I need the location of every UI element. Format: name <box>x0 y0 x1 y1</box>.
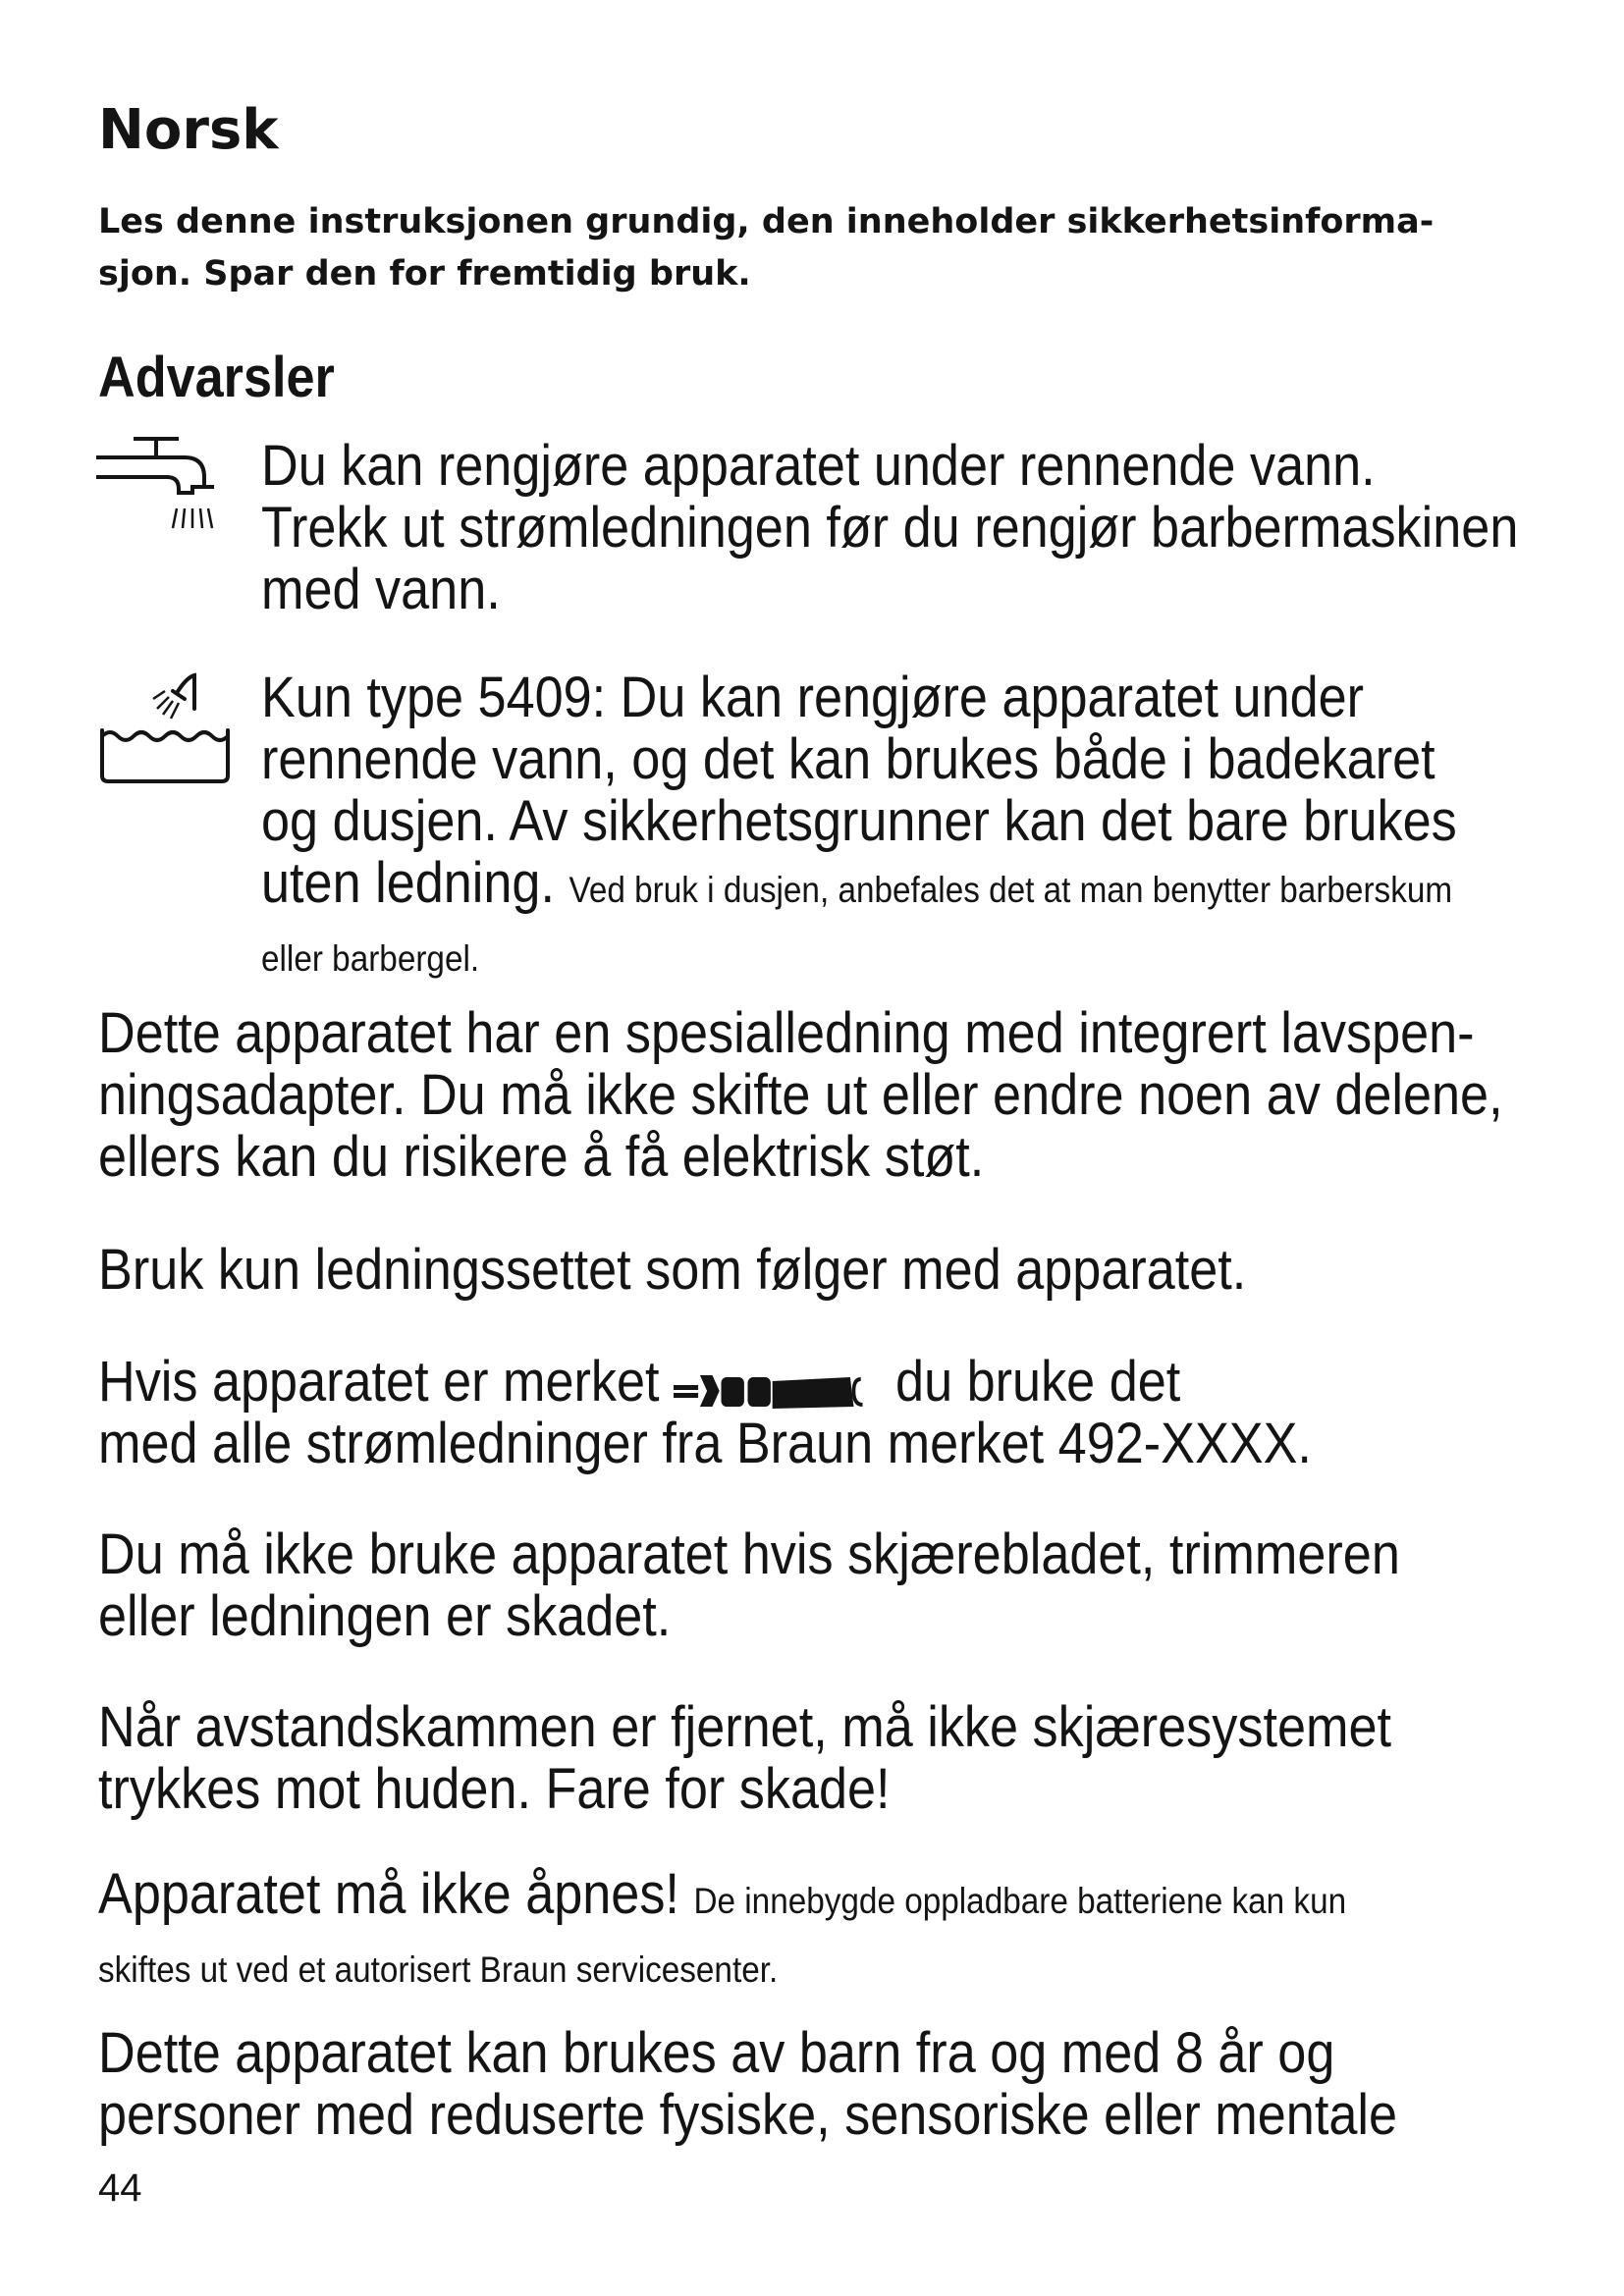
manual-page <box>98 0 1551 2296</box>
damage-paragraph <box>98 1523 1556 1647</box>
text-line: rennende vann, og det kan brukes både i badekaret <box>261 727 1435 791</box>
text-line: Kun type 5409: Du kan rengjøre apparatet under <box>261 666 1365 729</box>
text-line: og dusjen. Av sikkerhetsgrunner kan det bare brukes <box>261 789 1457 853</box>
children-paragraph <box>98 2022 1556 2146</box>
text-line: trykkes mot huden. Fare for skade! <box>98 1757 891 1821</box>
small-text: skiftes ut ved et autorisert Braun servicesenter. <box>98 1949 779 1990</box>
text-line: ellers kan du risikere å få elektrisk støt. <box>98 1125 985 1189</box>
page-number: 44 <box>98 2166 142 2210</box>
text-line: Du kan rengjøre apparatet under rennende vann. <box>261 434 1376 498</box>
shower-warning-text <box>261 667 1624 985</box>
text-line: Dette apparatet kan brukes av barn fra og med 8 år og <box>98 2021 1335 2085</box>
text-line: du bruke det <box>895 1350 1181 1414</box>
text-line: med vann. <box>261 558 501 621</box>
text-line: Bruk kun ledningssettet som følger med apparatet. <box>98 1238 1247 1302</box>
text-line: Apparatet må ikke åpnes! <box>98 1862 679 1926</box>
intro-line: Les denne instruksjonen grundig, den inneholder sikkerhetsinforma- <box>98 202 1435 241</box>
text-line: med alle strømledninger fra Braun merket 492-XXXX. <box>98 1412 1312 1475</box>
small-text: De innebygde oppladbare batteriene kan kun <box>693 1881 1347 1921</box>
adapter-paragraph <box>98 1002 1556 1188</box>
text-line: personer med reduserte fysiske, sensoriske eller mentale <box>98 2083 1397 2147</box>
marking-paragraph <box>98 1351 1556 1474</box>
text-line: ningsadapter. Du må ikke skifte ut eller endre noen av delene, <box>98 1063 1503 1127</box>
small-text: Ved bruk i dusjen, anbefales det at man benytter barberskum <box>568 870 1453 910</box>
warnings-heading: Advarsler <box>98 346 335 409</box>
language-heading: Norsk <box>98 98 279 162</box>
tap-water-icon <box>96 430 224 548</box>
intro-line: sjon. Spar den for fremtidig bruk. <box>98 254 751 294</box>
text-line: uten ledning. <box>261 851 555 915</box>
comb-paragraph <box>98 1696 1556 1820</box>
text-line: Du må ikke bruke apparatet hvis skjærebladet, trimmeren <box>98 1522 1400 1586</box>
text-line: Trekk ut strømledningen før du rengjør barbermaskinen <box>261 496 1519 560</box>
text-line: Dette apparatet har en spesialledning med integrert lavspen- <box>98 1001 1475 1065</box>
small-text: eller barbergel. <box>261 938 480 979</box>
cord-set-paragraph <box>98 1239 1556 1301</box>
text-line: Når avstandskammen er fjernet, må ikke skjæresystemet <box>98 1695 1392 1759</box>
text-line: Hvis apparatet er merket <box>98 1350 660 1414</box>
battery-paragraph <box>98 1863 1556 1994</box>
intro-text <box>98 196 1542 300</box>
tap-warning-text <box>261 435 1624 620</box>
redacted-mark <box>674 1361 882 1400</box>
shower-bathtub-icon <box>96 669 234 785</box>
text-line: eller ledningen er skadet. <box>98 1584 672 1648</box>
